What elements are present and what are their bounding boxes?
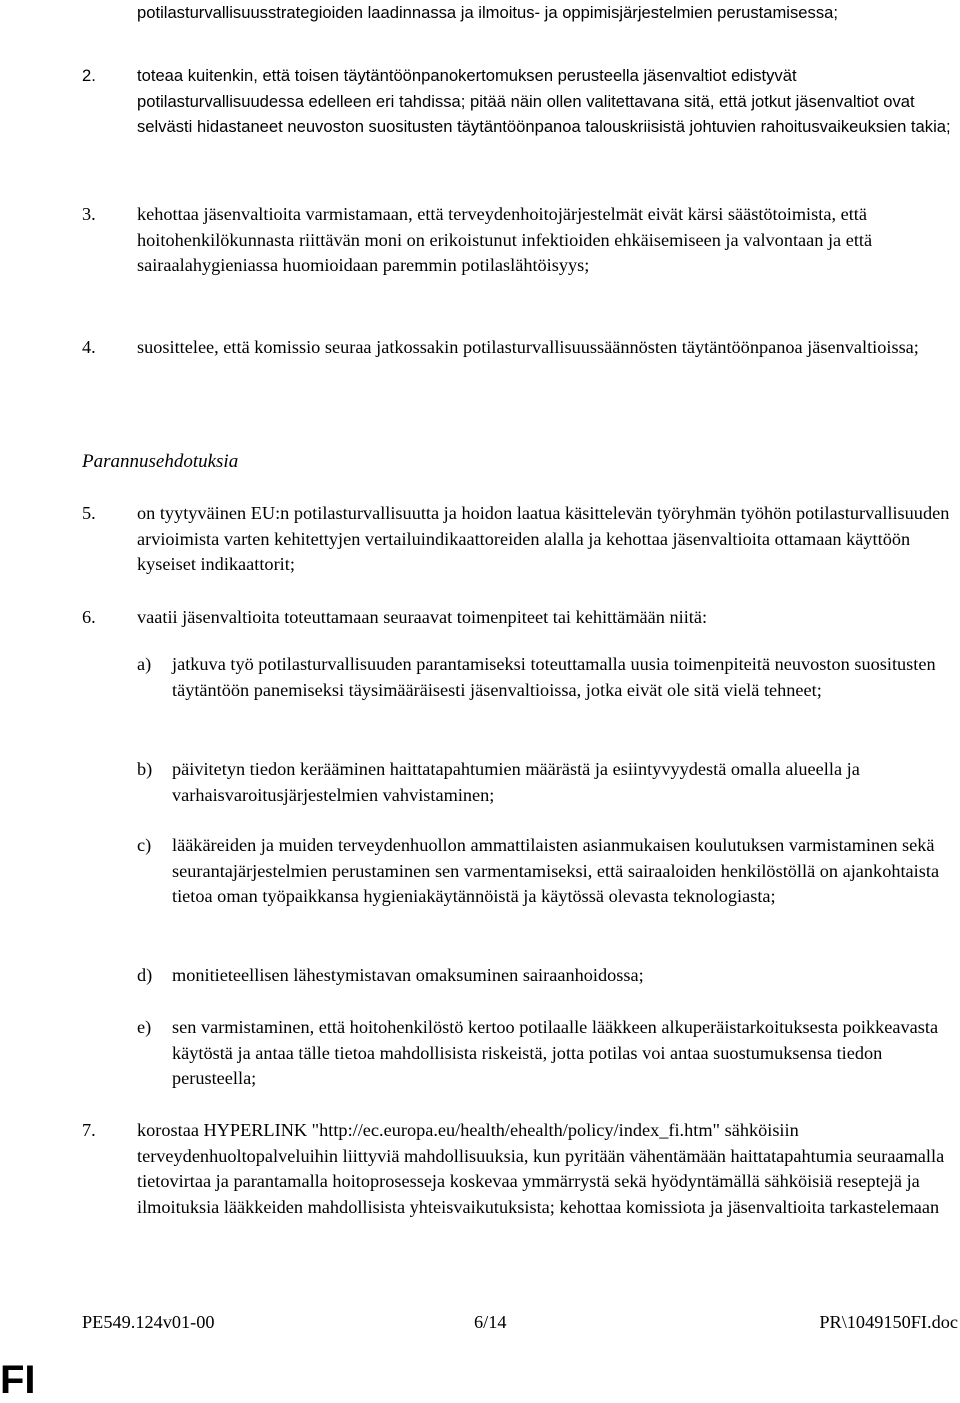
footer-page-number: 6/14 (474, 1312, 507, 1332)
list-item (82, 605, 954, 633)
list-item (82, 202, 954, 312)
intro-tail-paragraph (82, 0, 954, 52)
footer-doc-ref: PE549.124v01-00 (82, 1312, 215, 1332)
sub-item-text: päivitetyn tiedon kerääminen haittatapahtumien määrästä ja esiintyvyydestä omalla alueella ja varhaisvaroitusjärjestelmien vahvistaminen; (172, 759, 860, 805)
list-item (82, 63, 954, 193)
sub-item-letter: b) (137, 759, 153, 779)
sub-item-letter: c) (137, 835, 152, 855)
item-number: 7. (82, 1120, 96, 1140)
item-text: toteaa kuitenkin, että toisen täytäntöönpanokertomuksen perusteella jäsenvaltiot edistyvät potilasturvallisuudessa edelleen eri tahdissa; pitää näin ollen valitettavana sitä, että jotkut jäsenvaltiot ovat selvästi hidastaneet neuvoston suositusten täytäntöönpanoa talouskriisistä johtuvien rahoitusvaikeuksien takia; (137, 66, 951, 137)
item-number: 6. (82, 607, 96, 627)
sub-item-text: monitieteellisen lähestymistavan omaksuminen sairaanhoidossa; (172, 965, 644, 985)
item-number: 2. (82, 66, 96, 85)
item-number: 3. (82, 204, 96, 224)
sub-list-item (137, 652, 960, 732)
item-text: korostaa HYPERLINK "http://ec.europa.eu/health/ehealth/policy/index_fi.htm" sähköisiin terveydenhuoltopalveluihin liittyviä mahdollisuuksia, kun pyritään vähentämään haittatapahtumia seuraamalla tietovirtaa ja parantamalla hoitoprosesseja koskevaa ymmärrystä sekä hyödyntämällä sähköisiä reseptejä ja ilmoituksia lääkkeiden mahdollisista yhteisvaikutuksista; kehottaa komissiota ja jäsenvaltioita tarkastelemaan (137, 1120, 945, 1217)
sub-item-text: sen varmistaminen, että hoitohenkilöstö kertoo potilaalle lääkkeen alkuperäistarkoituksesta poikkeavasta käytöstä ja antaa tälle tietoa mahdollisista riskeistä, jotta potilas voi antaa suostumuksensa tiedon perusteella; (172, 1017, 939, 1089)
item-number: 4. (82, 337, 96, 357)
sub-item-letter: e) (137, 1017, 152, 1037)
sub-item-letter: d) (137, 965, 153, 985)
sub-list-item (137, 963, 960, 991)
list-item (82, 501, 954, 581)
sub-item-letter: a) (137, 654, 152, 674)
list-item (82, 335, 954, 390)
sub-list-item (137, 1015, 960, 1095)
item-text: vaatii jäsenvaltioita toteuttamaan seuraavat toimenpiteet tai kehittämään niitä: (137, 607, 708, 627)
item-number: 5. (82, 503, 96, 523)
language-code: FI (0, 1358, 36, 1402)
sub-list-item (137, 833, 960, 939)
section-heading: Parannusehdotuksia (82, 451, 239, 472)
sub-item-text: lääkäreiden ja muiden terveydenhuollon ammattilaisten asianmukaisen koulutuksen varmistaminen sekä seurantajärjestelmien perustaminen sen varmentamiseksi, että sairaaloiden henkilöstöllä on ajankohtaista tietoa oman työpaikkansa hygieniakäytännöistä ja käytössä olevasta teknologiasta; (172, 835, 940, 907)
item-text: suosittelee, että komissio seuraa jatkossakin potilasturvallisuussäännösten täytäntöönpanoa jäsenvaltioissa; (137, 337, 919, 357)
footer-file-name: PR\1049150FI.doc (819, 1312, 958, 1332)
sub-item-text: jatkuva työ potilasturvallisuuden parantamiseksi toteuttamalla uusia toimenpiteitä neuvoston suositusten täytäntöön panemiseksi täysimääräisesti jäsenvaltioissa, jotka eivät ole sitä vielä tehneet; (172, 654, 936, 700)
item-text: on tyytyväinen EU:n potilasturvallisuutta ja hoidon laatua käsittelevän työryhmän työhön potilasturvallisuuden arvioimista varten kehitettyjen vertailuindikaattoreiden alalla ja kehottaa jäsenvaltioita ottamaan käyttöön kyseiset indikaattorit; (137, 503, 950, 575)
sub-list-item (137, 757, 960, 812)
intro-tail-text: potilasturvallisuusstrategioiden laadinnassa ja ilmoitus- ja oppimisjärjestelmien perustamisessa; (137, 3, 838, 22)
item-text: kehottaa jäsenvaltioita varmistamaan, että terveydenhoitojärjestelmät eivät kärsi säästötoimista, että hoitohenkilökunnasta riittävän moni on erikoistunut infektioiden ehkäisemiseen ja valvontaan ja että sairaalahygieniassa huomioidaan paremmin potilaslähtöisyys; (137, 204, 873, 276)
list-item (82, 1118, 954, 1250)
